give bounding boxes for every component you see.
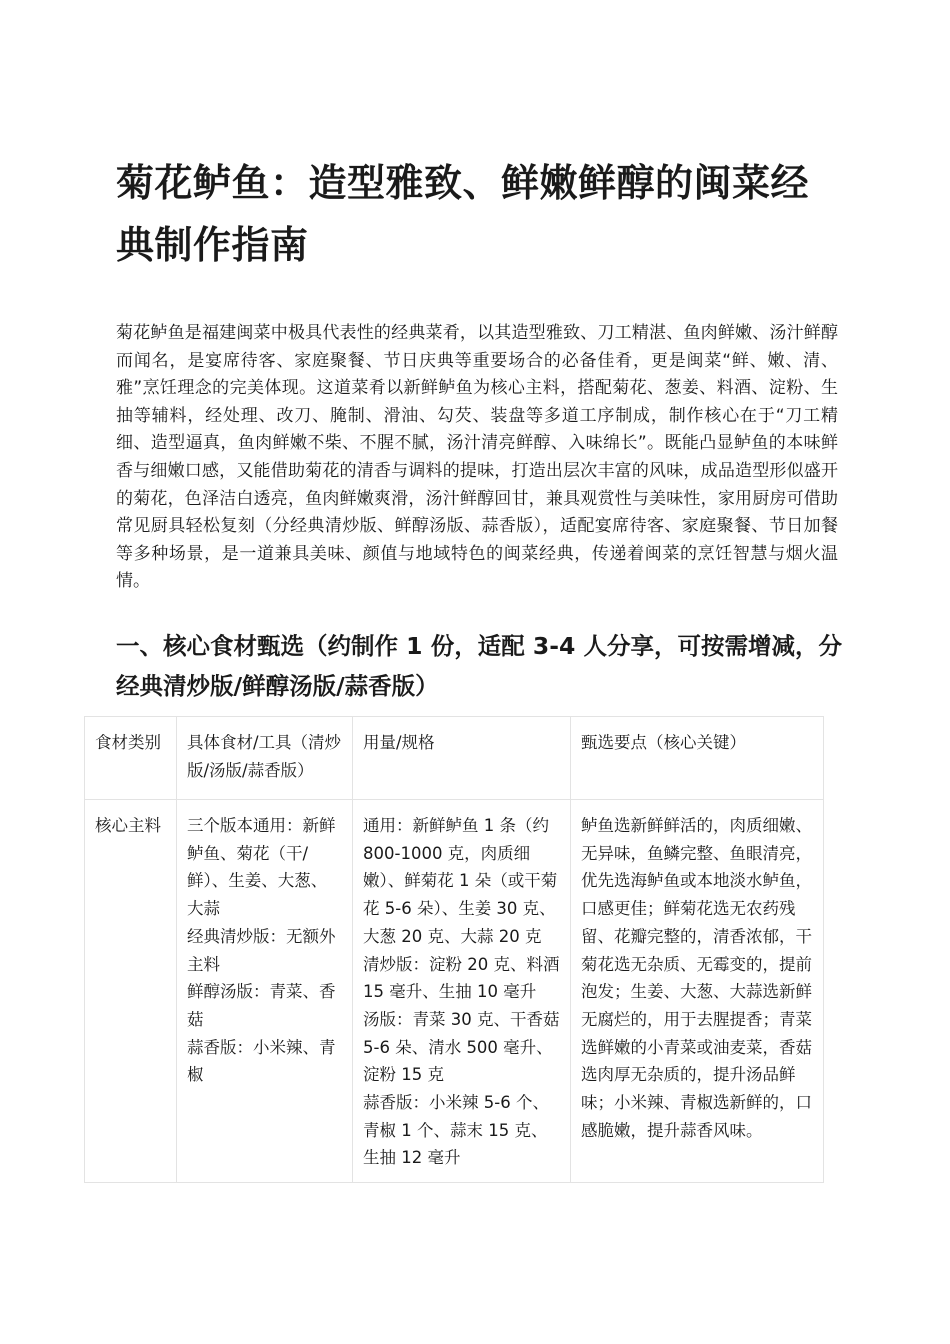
table-row [85,800,824,1183]
amounts-line: 清炒版：淀粉 20 克、料酒 15 毫升、生抽 10 毫升 [363,954,560,1002]
amounts-line: 蒜香版：小米辣 5-6 个、青椒 1 个、蒜末 15 克、生抽 12 毫升 [363,1093,549,1168]
items-cell [177,800,353,1183]
section-heading-ingredients: 一、核心食材甄选（约制作 1 份，适配 3-4 人分享，可按需增减，分经典清炒版/鲜醇汤版/蒜香版） [116,632,843,700]
table-header-cell: 食材类别 [85,717,177,800]
category-cell: 核心主料 [85,800,177,1183]
table-header-row [85,717,824,800]
items-line: 鲜醇汤版：青菜、香菇 [187,982,336,1029]
amounts-cell [353,800,571,1183]
items-line: 蒜香版：小米辣、青椒 [187,1037,336,1085]
ingredients-table [84,716,824,1183]
table-header-cell: 具体食材/工具（清炒版/汤版/蒜香版） [177,717,353,800]
table-header-cell: 用量/规格 [353,717,571,800]
amounts-line: 汤版：青菜 30 克、干香菇 5-6 朵、清水 500 毫升、淀粉 15 克 [363,1009,560,1085]
items-line: 经典清炒版：无额外主料 [187,926,336,974]
tips-cell: 鲈鱼选新鲜鲜活的，肉质细嫩、无异味，鱼鳞完整、鱼眼清亮，优先选海鲈鱼或本地淡水鲈鱼，口感更佳；鲜菊花选无农药残留、花瓣完整的，清香浓郁，干菊花选无杂质、无霉变的，提前泡发；生姜、大葱、大蒜选新鲜无腐烂的，用于去腥提香；青菜选鲜嫩的小青菜或油麦菜，香菇选肉厚无杂质的，提升汤品鲜味；小米辣、青椒选新鲜的，口感脆嫩，提升蒜香风味。 [571,800,824,1183]
items-line: 三个版本通用：新鲜鲈鱼、菊花（干/鲜）、生姜、大葱、大蒜 [187,816,336,919]
amounts-line: 通用：新鲜鲈鱼 1 条（约 800-1000 克，肉质细嫩）、鲜菊花 1 朵（或干菊花 5-6 朵）、生姜 30 克、大葱 20 克、大蒜 20 克 [363,816,558,946]
page-title: 菊花鲈鱼：造型雅致、鲜嫩鲜醇的闽菜经典制作指南 [116,161,810,267]
table-header-cell: 甄选要点（核心关键） [571,717,824,800]
intro-paragraph: 菊花鲈鱼是福建闽菜中极具代表性的经典菜肴，以其造型雅致、刀工精湛、鱼肉鲜嫩、汤汁鲜醇而闻名，是宴席待客、家庭聚餐、节日庆典等重要场合的必备佳肴，更是闽菜“鲜、嫩、清、雅”烹饪理念的完美体现。这道菜肴以新鲜鲈鱼为核心主料，搭配菊花、葱姜、料酒、淀粉、生抽等辅料，经处理、改刀、腌制、滑油、勾芡、装盘等多道工序制成，制作核心在于“刀工精细、造型逼真，鱼肉鲜嫩不柴、不腥不腻，汤汁清亮鲜醇、入味绵长”。既能凸显鲈鱼的本味鲜香与细嫩口感，又能借助菊花的清香与调料的提味，打造出层次丰富的风味，成品造型形似盛开的菊花，色泽洁白透亮，鱼肉鲜嫩爽滑，汤汁鲜醇回甘，兼具观赏性与美味性，家用厨房可借助常见厨具轻松复刻（分经典清炒版、鲜醇汤版、蒜香版），适配宴席待客、家庭聚餐、节日加餐等多种场景，是一道兼具美味、颜值与地域特色的闽菜经典，传递着闽菜的烹饪智慧与烟火温情。 [116,323,838,592]
